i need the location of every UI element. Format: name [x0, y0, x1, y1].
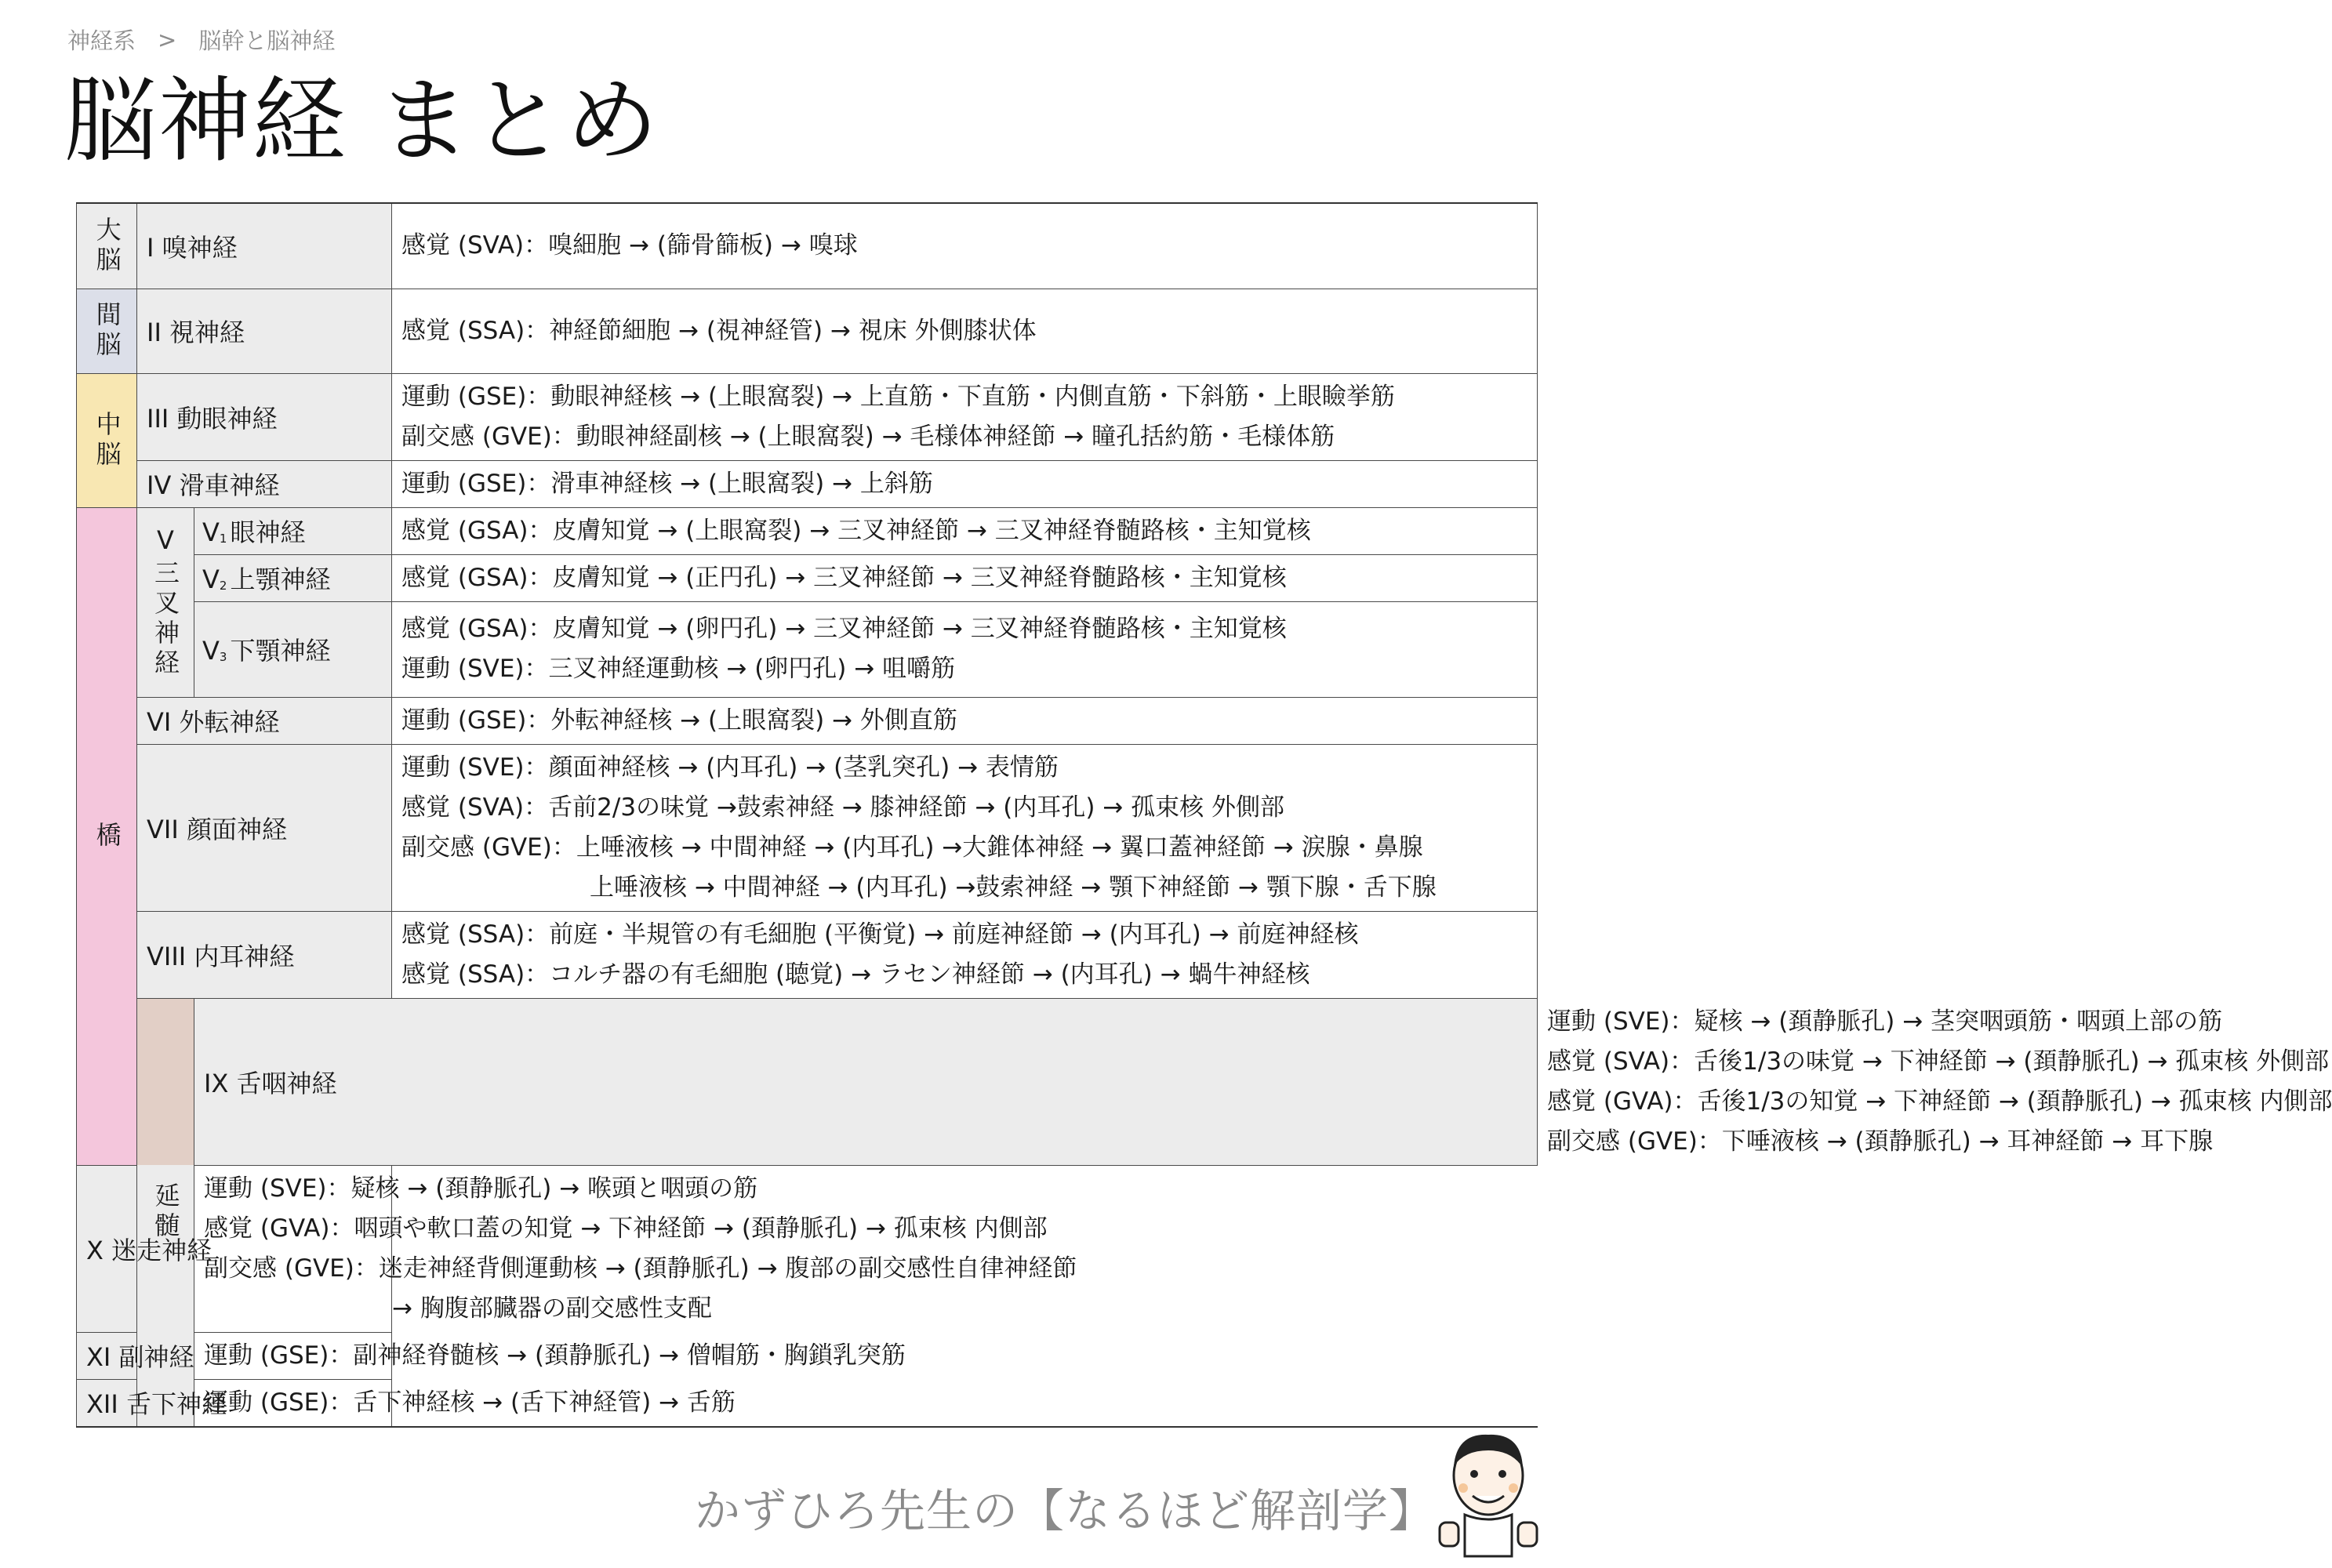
table-row [77, 911, 1538, 998]
nerve-name: X 迷走神経 [77, 1165, 194, 1332]
nerve-description [194, 1332, 906, 1379]
breadcrumb-current[interactable]: 脳幹と脳神経 [198, 27, 336, 54]
nerve-description [392, 744, 1538, 911]
nerve-description [392, 373, 1538, 460]
pathway-line: 運動 (GSE)：舌下神経核 → (舌下神経管) → 舌筋 [204, 1388, 736, 1417]
pathway-line: 運動 (SVE)：顔面神経核 → (内耳孔) → (茎乳突孔) → 表情筋 [401, 753, 1059, 782]
pathway-line: 運動 (SVE)：疑核 → (頚静脈孔) → 喉頭と咽頭の筋 [204, 1174, 758, 1203]
pathway-line: 感覚 (SVA)：舌前2/3の味覚 →鼓索神経 → 膝神経節 → (内耳孔) → 孤束核 外側部 [401, 793, 1284, 822]
table-row [77, 1332, 1538, 1379]
nerve-name: VI 外転神経 [137, 697, 392, 744]
table-row [77, 507, 1538, 554]
branch-number: 1 [219, 532, 227, 546]
nerve-name: XI 副神経 [77, 1332, 194, 1379]
pathway-line: 感覚 (SSA)：神経節細胞 → (視神経管) → 視床 外側膝状体 [401, 316, 1037, 345]
mascot-icon [1433, 1427, 1543, 1560]
pathway-line: → 胸腹部臓器の副交感性支配 [392, 1294, 712, 1323]
pathway-line: 運動 (GSE)：動眼神経核 → (上眼窩裂) → 上直筋・下直筋・内側直筋・下斜筋・上眼瞼挙筋 [401, 382, 1395, 411]
pathway-line: 感覚 (GSA)：皮膚知覚 → (卵円孔) → 三叉神経節 → 三叉神経脊髄路核・主知覚核 [401, 615, 1287, 643]
branch-name: 下顎神経 [230, 636, 331, 666]
cranial-nerve-table [76, 202, 2332, 1428]
table-row [77, 373, 1538, 460]
breadcrumb-separator: > [158, 26, 177, 53]
nerve-name: I 嗅神経 [137, 203, 392, 289]
nerve-description [392, 203, 1538, 289]
table-row [77, 203, 1538, 289]
page-title: 脳神経 まとめ [64, 67, 660, 175]
nerve-description [392, 601, 1538, 697]
table-row [77, 601, 1538, 697]
pathway-line: 上唾液核 → 中間神経 → (内耳孔) →鼓索神経 → 顎下神経節 → 顎下腺・舌下腺 [590, 873, 1437, 902]
table-row [77, 289, 1538, 373]
pathway-line: 感覚 (GSA)：皮膚知覚 → (上眼窩裂) → 三叉神経節 → 三叉神経脊髄路核・主知覚核 [401, 516, 1311, 545]
region-cerebrum: 大脳 [77, 203, 137, 289]
branch-number: 2 [219, 579, 227, 593]
branch-prefix: V [202, 636, 220, 666]
pathway-line: 感覚 (GVA)：咽頭や軟口蓋の知覚 → 下神経節 → (頚静脈孔) → 孤束核 内側部 [204, 1214, 1048, 1243]
nerve-name: VIII 内耳神経 [137, 911, 392, 998]
nerve-description [392, 289, 1538, 373]
nerve-name: XII 舌下神経 [77, 1379, 194, 1427]
nerve-description [392, 554, 1538, 601]
pathway-line: 感覚 (SSA)：コルチ器の有毛細胞 (聴覚) → ラセン神経節 → (内耳孔) → 蝸牛神経核 [401, 960, 1310, 989]
table-row [77, 554, 1538, 601]
trigeminal-branch-v2 [194, 554, 392, 601]
pathway-line: 運動 (GSE)：滑車神経核 → (上眼窩裂) → 上斜筋 [401, 469, 933, 498]
trigeminal-branch-v1 [194, 507, 392, 554]
nerve-description [392, 507, 1538, 554]
region-medulla: 延髄 [137, 998, 194, 1427]
pathway-line: 副交感 (GVE)：上唾液核 → 中間神経 → (内耳孔) →大錐体神経 → 翼口蓋神経節 → 涙腺・鼻腺 [401, 833, 1423, 862]
pathway-line: 運動 (GSE)：外転神経核 → (上眼窩裂) → 外側直筋 [401, 706, 957, 735]
nerve-name: IV 滑車神経 [137, 460, 392, 507]
branch-number: 3 [219, 650, 227, 664]
nerve-name: II 視神経 [137, 289, 392, 373]
table-row [77, 697, 1538, 744]
branch-prefix: V [202, 517, 220, 547]
table-row [77, 460, 1538, 507]
pathway-line: 感覚 (SVA)：嗅細胞 → (篩骨篩板) → 嗅球 [401, 231, 858, 260]
nerve-description [194, 1379, 736, 1427]
region-pons: 橋 [77, 507, 137, 1165]
footer-brand: かずひろ先生の【なるほど解剖学】 [695, 1484, 1436, 1537]
table-row [77, 744, 1538, 911]
pathway-line: 副交感 (GVE)：動眼神経副核 → (上眼窩裂) → 毛様体神経節 → 瞳孔括約筋・毛様体筋 [401, 422, 1335, 451]
nerve-description [392, 911, 1538, 998]
nerve-name: VII 顔面神経 [137, 744, 392, 911]
branch-name: 上顎神経 [230, 564, 331, 594]
branch-prefix: V [202, 564, 220, 594]
nerve-name: III 動眼神経 [137, 373, 392, 460]
pathway-line: 副交感 (GVE)：迷走神経背側運動核 → (頚静脈孔) → 腹部の副交感性自律神経節 [204, 1254, 1077, 1283]
nerve-description [194, 1165, 1077, 1332]
pathway-line: 感覚 (GSA)：皮膚知覚 → (正円孔) → 三叉神経節 → 三叉神経脊髄路核・主知覚核 [401, 563, 1287, 592]
pathway-line: 感覚 (SSA)：前庭・半規管の有毛細胞 (平衡覚) → 前庭神経節 → (内耳孔) → 前庭神経核 [401, 920, 1359, 949]
trigeminal-branch-v3 [194, 601, 392, 697]
table-row [77, 1379, 1538, 1427]
table-row [77, 1165, 1538, 1332]
nerve-name: IX 舌咽神経 [194, 998, 1538, 1165]
region-midbrain: 中脳 [77, 373, 137, 507]
region-diencephalon: 間脳 [77, 289, 137, 373]
breadcrumb-parent[interactable]: 神経系 [67, 27, 136, 54]
breadcrumb [67, 24, 335, 56]
nerve-description [392, 697, 1538, 744]
nerve-description [392, 460, 1538, 507]
pathway-line: 運動 (GSE)：副神経脊髄核 → (頚静脈孔) → 僧帽筋・胸鎖乳突筋 [204, 1341, 906, 1370]
trigeminal-label: V三叉神経 [137, 507, 194, 697]
pathway-line: 運動 (SVE)：三叉神経運動核 → (卵円孔) → 咀嚼筋 [401, 655, 956, 683]
table-row: 延髄 IX 舌咽神経 運動 (SVE)：疑核 → (頚静脈孔) → 茎突咽頭筋・咽頭上部の筋 感覚 (SVA)：舌後1/3の味覚 → 下神経節 → (頚静脈孔) → 孤束核 外側部 感覚 (GVA)：舌後1/3の知覚 → 下神経節 → (頚静脈孔) → 孤束核 内側部 副交感 (GVE)：下唾液核 → (頚静脈孔) → 耳神経節 → 耳下腺 [77, 998, 1538, 1165]
branch-name: 眼神経 [230, 517, 306, 547]
